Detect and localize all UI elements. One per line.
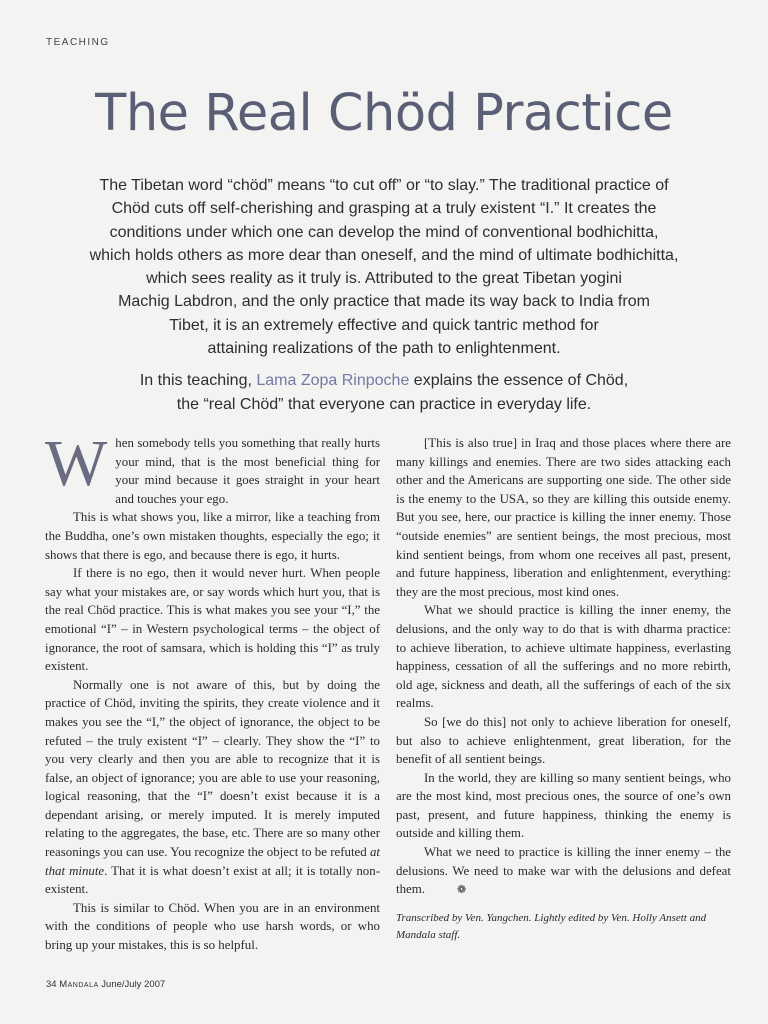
intro-line: which sees reality as it truly is. Attributed to the great Tibetan yogini (146, 270, 622, 288)
body-paragraph: What we should practice is killing the inner enemy, the delusions, and the only way to do that is with dharma practice: to achieve liberation, to achieve ultimate happiness, everlasting happiness, cessation of all the sufferings and no more rebirth, old age, sickness and death, all the sufferings of each of the six realms. (396, 603, 731, 711)
end-mark-icon: ❁ (457, 884, 467, 897)
body-paragraph (45, 676, 380, 899)
body-paragraph (45, 427, 380, 508)
intro-line: which holds others as more dear than oneself, and the mind of ultimate bodhichitta, (89, 246, 679, 264)
emphasis-text: at that minute (45, 845, 380, 878)
issue-date: June/July 2007 (101, 979, 166, 990)
page-footer (46, 979, 165, 990)
intro-line: Machig Labdron, and the only practice that made its way back to India from (118, 293, 650, 311)
body-column-left (45, 427, 380, 955)
page-number: 34 (46, 979, 57, 990)
article-title: The Real Chöd Practice (95, 84, 673, 143)
author-name: Lama Zopa Rinpoche (256, 372, 410, 389)
intro-paragraph (68, 174, 700, 360)
intro-line: attaining realizations of the path to enlightenment. (207, 340, 561, 358)
paragraph-text: hen somebody tells you something that really hurts your mind, that is the most beneficial thing for your mind because it goes straight in your heart and touches your ego. (115, 436, 380, 506)
lede-line: the “real Chöd” that everyone can practice in everyday life. (176, 395, 592, 413)
section-label: TEACHING (46, 37, 110, 48)
body-paragraph (396, 843, 731, 900)
intro-line: Chöd cuts off self-cherishing and grasping at a truly existent “I.” It creates the (111, 200, 657, 218)
body-paragraph: In the world, they are killing so many sentient beings, who are the most kind, most precious ones, the source of one’s own past, present, and future happiness, thinking the enemy is outside and killing them. (396, 770, 731, 841)
transcription-credit: Transcribed by Ven. Yangchen. Lightly edited by Ven. Holly Ansett and Mandala staff. (396, 911, 707, 941)
intro-line: Tibet, it is an extremely effective and quick tantric method for (169, 316, 599, 334)
lede-after: explains the essence of Chöd, (409, 372, 629, 389)
paragraph-text: . That it is what doesn’t exist at all; it is totally non-existent. (45, 863, 380, 897)
intro-line: The Tibetan word “chöd” means “to cut off” or “to slay.” The traditional practice of (99, 177, 669, 194)
body-paragraph: This is what shows you, like a mirror, like a teaching from the Buddha, one’s own mistaken thoughts, especially the ego; it shows that there is ego, and because there is ego, it hurts. (45, 510, 380, 562)
body-column-right (396, 434, 731, 944)
body-paragraph: [This is also true] in Iraq and those places where there are many killings and enemies. There are two sides attacking each other and the Americans are supporting one side. The other side is the enemy to the USA, so they are killing this outside enemy. But you see, here, our practice is killing the inner enemy. Those “outside enemies” are sentient beings, the most precious, most kind sentient beings, from whom one receives all past, present, and future happiness, liberation and enlightenment, everything: they are the most precious, most kind ones. (396, 436, 731, 599)
lede-line (68, 369, 700, 393)
lede-before: In this teaching, (139, 372, 257, 389)
intro-line: conditions under which one can develop the mind of conventional bodhichitta, (109, 223, 659, 241)
paragraph-text: Normally one is not aware of this, but by doing the practice of Chöd, inviting the spirits, they create violence and it makes you see the “I,” the object of ignorance, the object to be refuted – the truly existent “I” – clearly. They show the “I” to you very clearly and then you are able to recognize that it is false, an object of ignorance; you are able to use your reasoning, logical reasoning, that the “I” doesn’t exist because it is a dependant arising, or merely imputed. It is merely imputed relating to the aggregates, the base, etc. There are so many other reasonings you can use. You recognize the object to be refuted (45, 677, 380, 860)
body-paragraph: If there is no ego, then it would never hurt. When people say what your mistakes are, or say words which hurt you, that is the real Chöd practice. This is what makes you see your “I,” the emotional “I” – in Western psychological terms – the object of ignorance, the root of samsara, which is holding this “I” as truly existent. (45, 566, 380, 674)
paragraph-text: What we need to practice is killing the inner enemy – the delusions. We need to make war with the delusions and defeat them. (396, 845, 731, 897)
body-paragraph: So [we do this] not only to achieve liberation for oneself, but also to achieve enlightenment, great liberation, for the benefit of all sentient beings. (396, 714, 731, 767)
magazine-name: Mandala (59, 979, 99, 990)
lede-paragraph (68, 369, 700, 416)
body-paragraph: This is similar to Chöd. When you are in an environment with the conditions of people who use harsh words, or who bring up your mistakes, this is so helpful. (45, 900, 380, 953)
drop-cap: W (45, 427, 108, 500)
